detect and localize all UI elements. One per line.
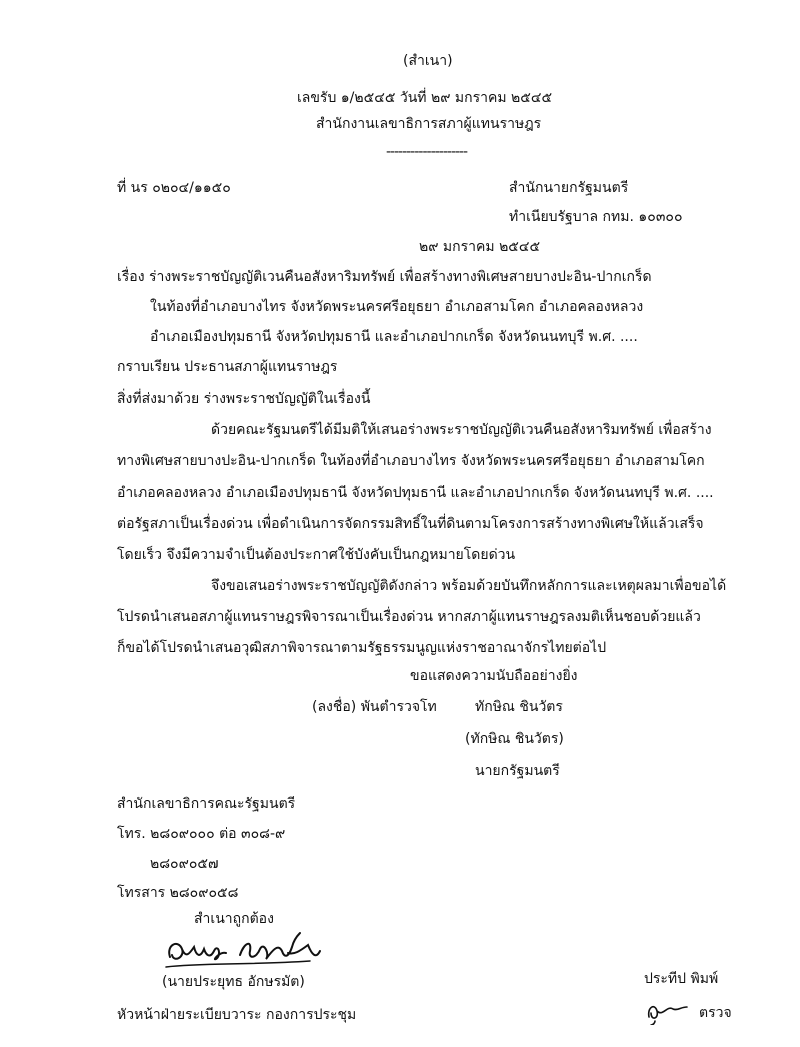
salutation: กราบเรียน ประธานสภาผู้แทนราษฎร bbox=[117, 359, 338, 375]
body-paragraph-1-line: ต่อรัฐสภาเป็นเรื่องด่วน เพื่อดำเนินการจัดกรรมสิทธิ์ในที่ดินตามโครงการสร้างทางพิเศษให้แล้วเสร็จ bbox=[117, 516, 704, 532]
body-paragraph-2-line: ก็ขอได้โปรดนำเสนอวุฒิสภาพิจารณาตามรัฐธรรมนูญแห่งราชอาณาจักรไทยต่อไป bbox=[117, 640, 607, 656]
sender-office: สำนักนายกรัฐมนตรี bbox=[509, 180, 629, 196]
signed-label: (ลงชื่อ) พันตำรวจโท bbox=[312, 699, 437, 715]
separator: -------------------- bbox=[386, 144, 468, 160]
handwritten-signature bbox=[160, 925, 330, 975]
body-paragraph-2-line: จึงขอเสนอร่างพระราชบัญญัติดังกล่าว พร้อมด้วยบันทึกหลักการและเหตุผลมาเพื่อขอได้ bbox=[211, 578, 727, 594]
checker-initials bbox=[643, 995, 693, 1025]
body-paragraph-1-line: โดยเร็ว จึงมีความจำเป็นต้องประกาศใช้บังคับเป็นกฎหมายโดยด่วน bbox=[117, 547, 516, 563]
contact-phone: โทร. ๒๘๐๙๐๐๐ ต่อ ๓๐๘-๙ bbox=[117, 826, 286, 842]
body-paragraph-1-line: ทางพิเศษสายบางปะอิน-ปากเกร็ด ในท้องที่อำเภอบางไทร จังหวัดพระนครศรีอยุธยา อำเภอสามโคก bbox=[117, 453, 705, 469]
subject-line-1: เรื่อง ร่างพระราชบัญญัติเวนคืนอสังหาริมทรัพย์ เพื่อสร้างทางพิเศษสายบางปะอิน-ปากเกร็ด bbox=[117, 269, 652, 285]
certifier-name: (นายประยุทธ อักษรมัต) bbox=[162, 974, 305, 990]
subject-line-2: ในท้องที่อำเภอบางไทร จังหวัดพระนครศรีอยุธยา อำเภอสามโคก อำเภอคลองหลวง bbox=[150, 299, 644, 315]
contact-phone-2: ๒๘๐๙๐๕๗ bbox=[150, 856, 219, 872]
copy-mark: (สำเนา) bbox=[403, 53, 453, 69]
signer-title: นายกรัฐมนตรี bbox=[475, 763, 560, 779]
closing: ขอแสดงความนับถืออย่างยิ่ง bbox=[410, 668, 578, 684]
body-paragraph-2-line: โปรดนำเสนอสภาผู้แทนราษฎรพิจารณาเป็นเรื่องด่วน หากสภาผู้แทนราษฎรลงมติเห็นชอบด้วยแล้ว bbox=[117, 609, 701, 625]
checked-label: ตรวจ bbox=[699, 1005, 732, 1021]
reference-number: ที่ นร ๐๒๐๔/๑๑๕๐ bbox=[117, 180, 231, 196]
signer-name: ทักษิณ ชินวัตร bbox=[475, 699, 563, 715]
body-paragraph-1-line: อำเภอคลองหลวง อำเภอเมืองปทุมธานี จังหวัดปทุมธานี และอำเภอปากเกร็ด จังหวัดนนทบุรี พ.ศ. .... bbox=[117, 485, 714, 501]
enclosure: สิ่งที่ส่งมาด้วย ร่างพระราชบัญญัติในเรื่องนี้ bbox=[117, 391, 371, 407]
contact-office: สำนักเลขาธิการคณะรัฐมนตรี bbox=[117, 796, 296, 812]
typist: ประทีป พิมพ์ bbox=[644, 971, 719, 987]
certified-copy-label: สำเนาถูกต้อง bbox=[194, 911, 274, 927]
received-line: เลขรับ ๑/๒๕๔๕ วันที่ ๒๙ มกราคม ๒๕๔๕ bbox=[297, 90, 553, 106]
signer-name-parenthesized: (ทักษิณ ชินวัตร) bbox=[465, 731, 564, 747]
office-line: สำนักงานเลขาธิการสภาผู้แทนราษฎร bbox=[316, 116, 542, 132]
contact-fax: โทรสาร ๒๘๐๙๐๕๘ bbox=[117, 885, 239, 901]
subject-line-3: อำเภอเมืองปทุมธานี จังหวัดปทุมธานี และอำเภอปากเกร็ด จังหวัดนนทบุรี พ.ศ. .... bbox=[150, 329, 638, 345]
letter-date: ๒๙ มกราคม ๒๕๔๕ bbox=[419, 239, 541, 255]
body-paragraph-1-line: ด้วยคณะรัฐมนตรีได้มีมติให้เสนอร่างพระราชบัญญัติเวนคืนอสังหาริมทรัพย์ เพื่อสร้าง bbox=[211, 422, 712, 438]
sender-address: ทำเนียบรัฐบาล กทม. ๑๐๓๐๐ bbox=[509, 209, 683, 225]
certifier-title: หัวหน้าฝ่ายระเบียบวาระ กองการประชุม bbox=[117, 1007, 357, 1023]
